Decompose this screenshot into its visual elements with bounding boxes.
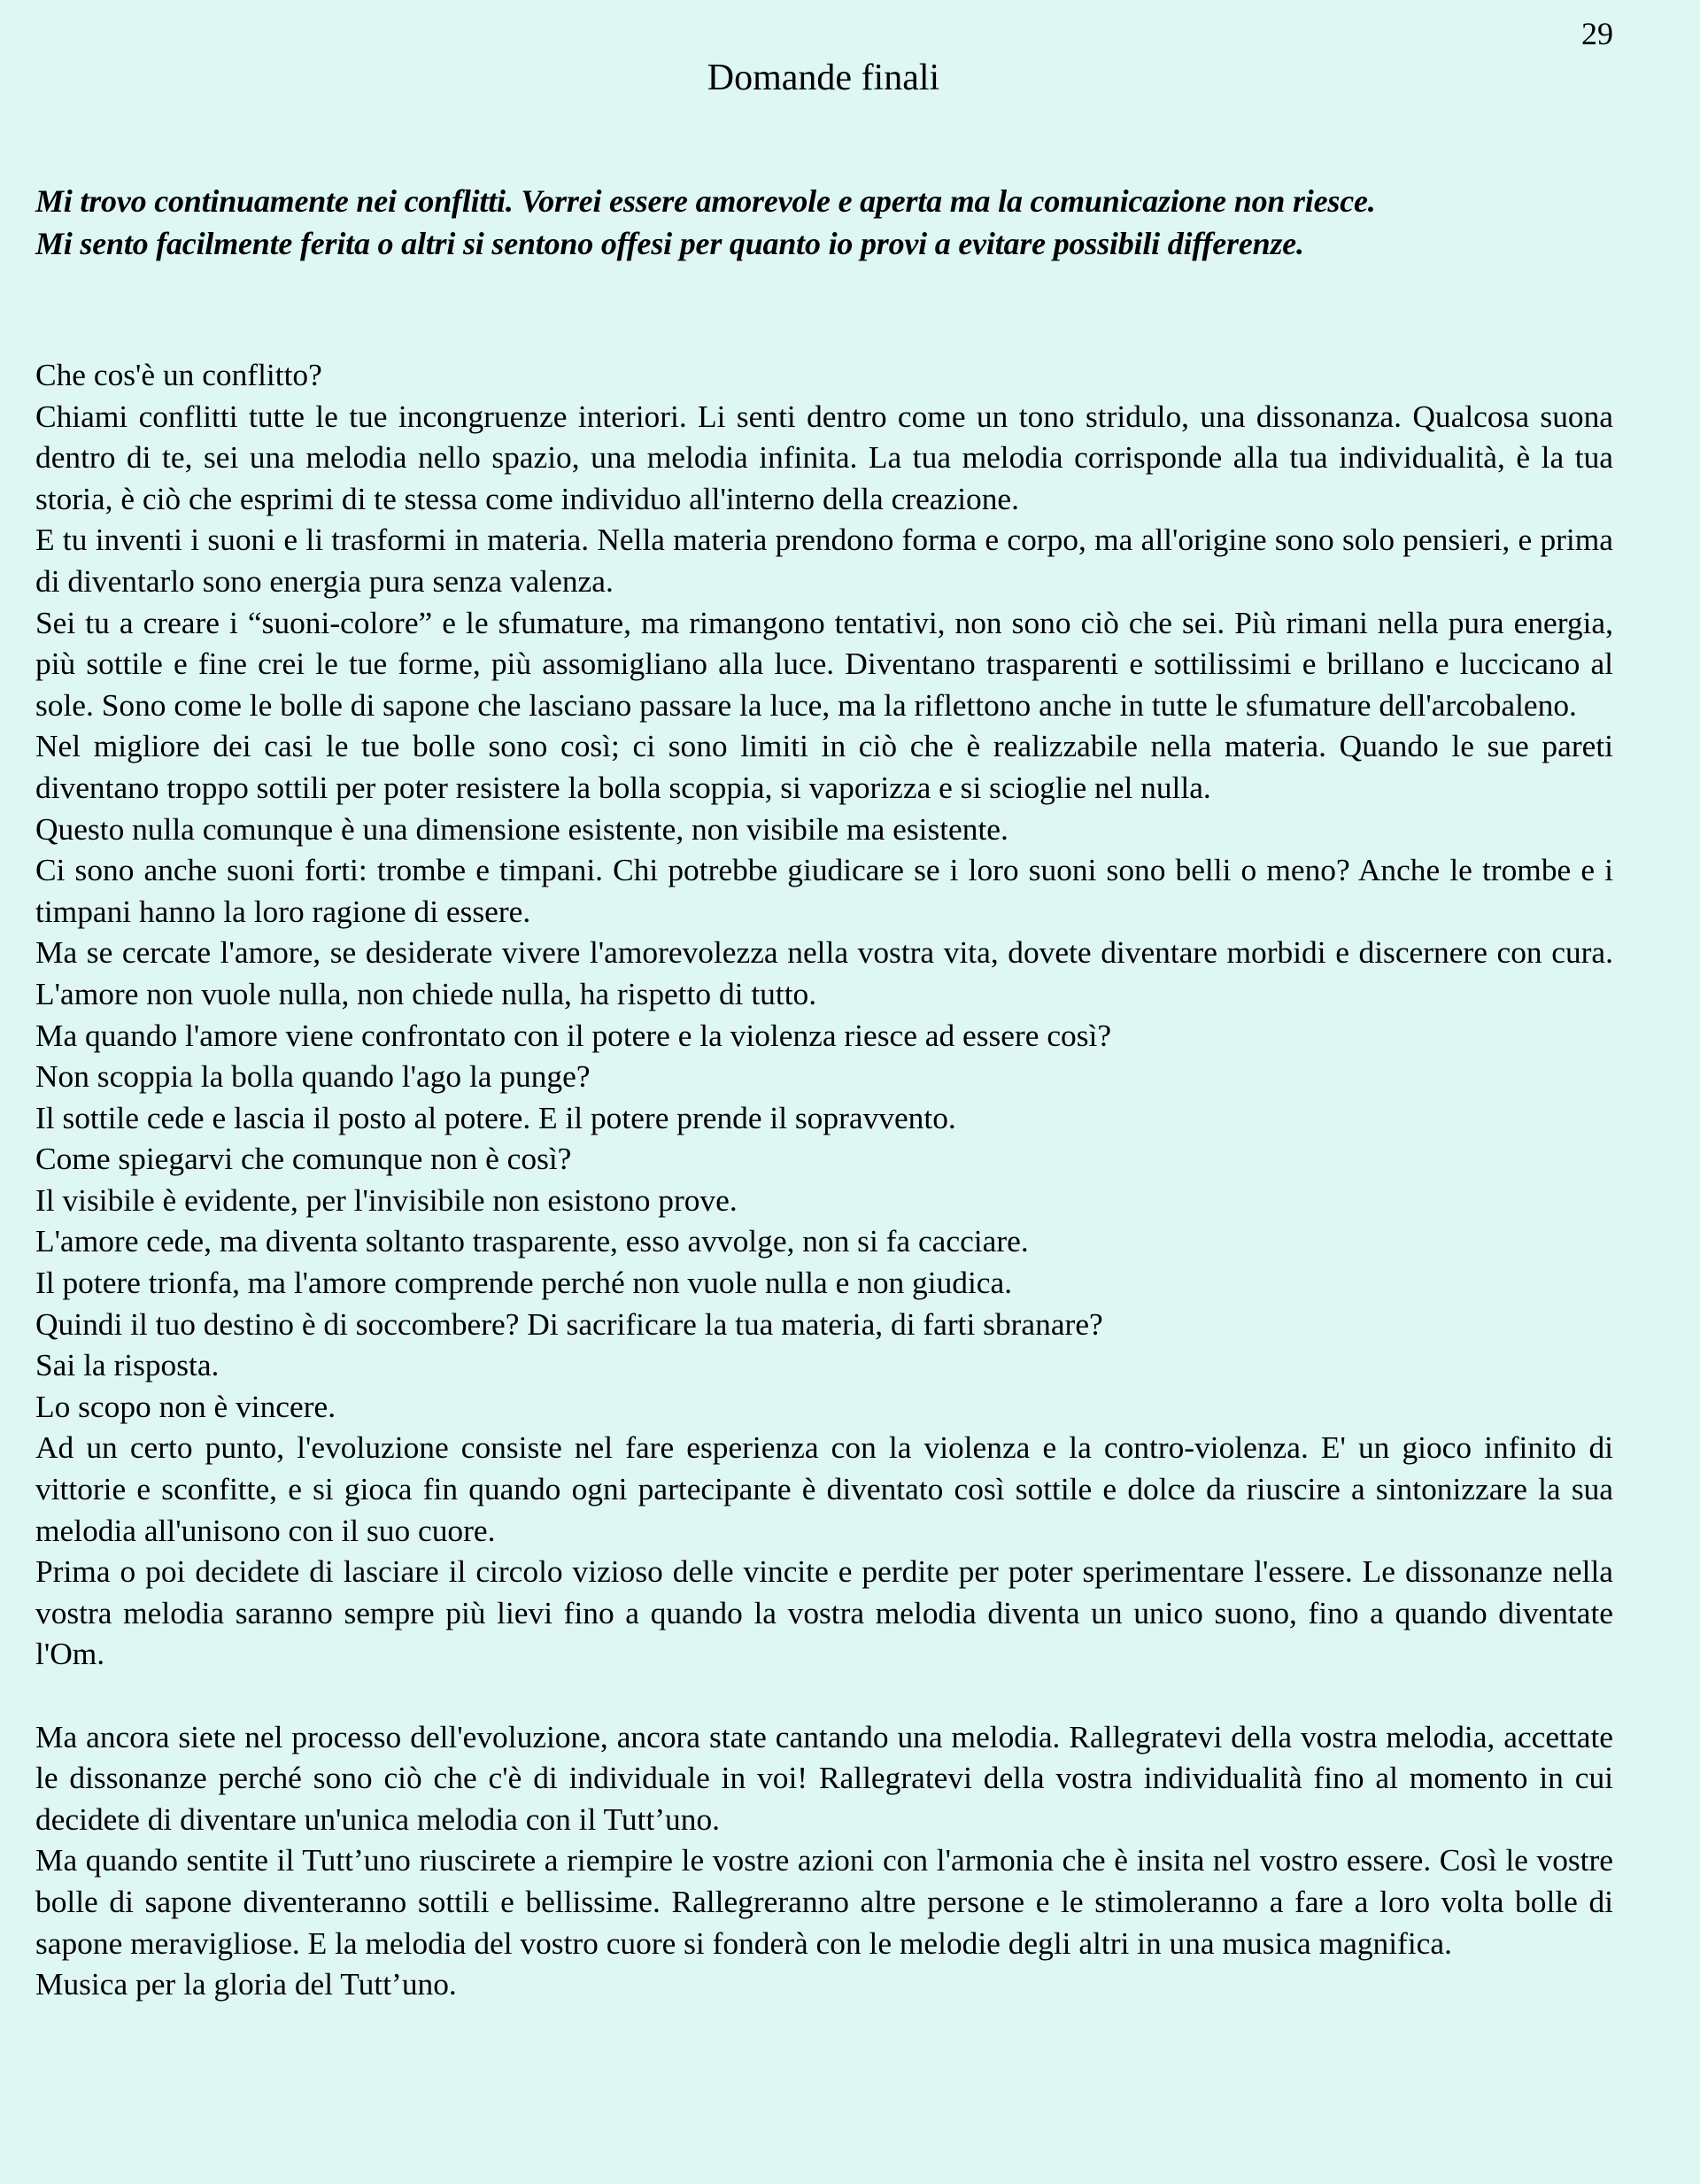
paragraph: Come spiegarvi che comunque non è così? <box>35 1141 572 1177</box>
paragraph: Quindi il tuo destino è di soccombere? Di sacrificare la tua materia, di farti sbranare? <box>35 1305 1103 1342</box>
paragraph: Musica per la gloria del Tutt’uno. <box>35 1966 457 2002</box>
paragraph: Il sottile cede e lascia il posto al potere. E il potere prende il sopravvento. <box>35 1099 956 1135</box>
answer-text <box>35 354 1613 2005</box>
paragraph: Ma se cercate l'amore, se desiderate vivere l'amorevolezza nella vostra vita, dovete diventare morbidi e discernere con cura. L'amore non vuole nulla, non chiede nulla, ha rispetto di tutto. <box>35 934 1613 1011</box>
page-title: Domande finali <box>707 58 940 98</box>
question-block <box>35 180 1611 265</box>
paragraph: Ci sono anche suoni forti: trombe e timpani. Chi potrebbe giudicare se i loro suoni sono belli o meno? Anche le trombe e i timpani hanno la loro ragione di essere. <box>35 852 1613 929</box>
paragraph: Nel migliore dei casi le tue bolle sono così; ci sono limiti in ciò che è realizzabile nella materia. Quando le sue pareti diventano troppo sottili per poter resistere la bolla scoppia, si vaporizza e si scioglie nel nulla. <box>35 728 1613 805</box>
paragraph: Sei tu a creare i “suoni-colore” e le sfumature, ma rimangono tentativi, non sono ciò che sei. Più rimani nella pura energia, più sottile e fine crei le tue forme, più assomigliano alla luce. Diventano trasparenti e sottilissimi e brillano e luccicano al sole. Sono come le bolle di sapone che lasciano passare la luce, ma la riflettono anche in tutte le sfumature dell'arcobaleno. <box>35 604 1613 723</box>
paragraph: L'amore cede, ma diventa soltanto trasparente, esso avvolge, non si fa cacciare. <box>35 1223 1029 1259</box>
paragraph: Sai la risposta. <box>35 1347 220 1383</box>
paragraph: Non scoppia la bolla quando l'ago la punge? <box>35 1058 591 1095</box>
question-line: Mi trovo continuamente nei conflitti. Vorrei essere amorevole e aperta ma la comunicazione non riesce. <box>35 183 1376 219</box>
paragraph: Questo nulla comunque è una dimensione esistente, non visibile ma esistente. <box>35 810 1008 847</box>
paragraph: Chiami conflitti tutte le tue incongruenze interiori. Li senti dentro come un tono stridulo, una dissonanza. Qualcosa suona dentro di te, sei una melodia nello spazio, una melodia infinita. La tua melodia corrisponde alla tua individualità, è la tua storia, è ciò che esprimi di te stessa come individuo all'interno della creazione. <box>35 398 1613 516</box>
paragraph: Che cos'è un conflitto? <box>35 357 322 392</box>
paragraph: E tu inventi i suoni e li trasformi in materia. Nella materia prendono forma e corpo, ma all'origine sono solo pensieri, e prima di diventarlo sono energia pura senza valenza. <box>35 522 1613 599</box>
paragraph: Ma quando sentite il Tutt’uno riuscirete a riempire le vostre azioni con l'armonia che è insita nel vostro essere. Così le vostre bolle di sapone diventeranno sottili e bellissime. Rallegreranno altre persone e le stimoleranno a fare a loro volta bolle di sapone meravigliose. E la melodia del vostro cuore si fonderà con le melodie degli altri in una musica magnifica. <box>35 1842 1613 1961</box>
paragraph: Ad un certo punto, l'evoluzione consiste nel fare esperienza con la violenza e la contro-violenza. E' un gioco infinito di vittorie e sconfitte, e si gioca fin quando ogni partecipante è diventato così sottile e dolce da riuscire a sintonizzare la sua melodia all'unisono con il suo cuore. <box>35 1429 1613 1548</box>
paragraph: Lo scopo non è vincere. <box>35 1388 336 1424</box>
paragraph: Prima o poi decidete di lasciare il circolo vizioso delle vincite e perdite per poter sperimentare l'essere. Le dissonanze nella vostra melodia saranno sempre più lievi fino a quando la vostra melodia diventa un unico suono, fino a quando diventate l'Om. <box>35 1553 1613 1672</box>
paragraph: Ma quando l'amore viene confrontato con il potere e la violenza riesce ad essere così? <box>35 1017 1112 1053</box>
question-line: Mi sento facilmente ferita o altri si sentono offesi per quanto io provi a evitare possibili differenze. <box>35 226 1304 261</box>
paragraph: Il potere trionfa, ma l'amore comprende perché non vuole nulla e non giudica. <box>35 1265 1013 1301</box>
paragraph: Il visibile è evidente, per l'invisibile non esistono prove. <box>35 1181 738 1218</box>
page-number: 29 <box>1581 16 1613 51</box>
paragraph-gap <box>35 1675 1613 1716</box>
paragraph: Ma ancora siete nel processo dell'evoluzione, ancora state cantando una melodia. Rallegratevi della vostra melodia, accettate le dissonanze perché sono ciò che c'è di individuale in voi! Rallegratevi della vostra individualità fino al momento in cui decidete di diventare un'unica melodia con il Tutt’uno. <box>35 1718 1613 1837</box>
